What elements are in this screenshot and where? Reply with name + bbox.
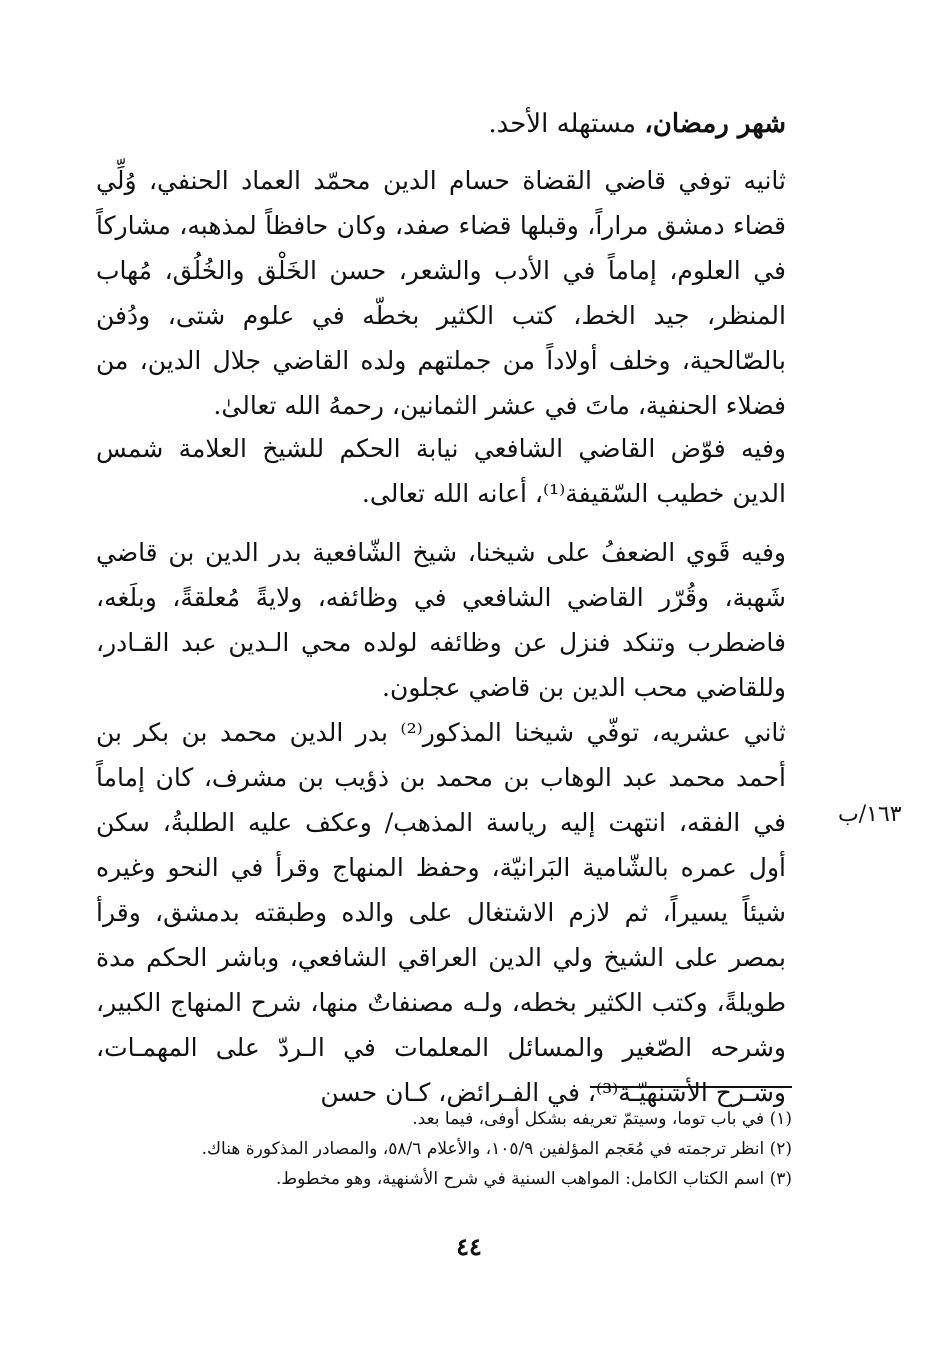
- section-heading: [96, 104, 786, 144]
- heading-month: شهر رمضان،: [644, 109, 786, 139]
- footnote-divider: [590, 1086, 792, 1088]
- footnotes: [96, 1104, 792, 1194]
- paragraph-1: ثانيه توفي قاضي القضاة حسام الدين محمّد العماد الحنفي، وُلِّي قضاء دمشق مراراً، وقبلها قضاء صفد، وكان حافظاً لمذهبه، مشاركاً في العلوم، إماماً في الأدب والشعر، حسن الخَلْق والخُلُق، مُهاب المنظر، جيد الخط، كتب الكثير بخطّه في علوم شتى، ودُفن بالصّالحية، وخلف أولاداً من جملتهم ولده القاضي جلال الدين، من فضلاء الحنفية، ماتَ في عشر الثمانين، رحمهُ الله تعالىٰ.: [96, 166, 786, 420]
- paragraph-2: وفيه فوّض القاضي الشافعي نيابة الحكم للشيخ العلامة شمس الدين خطيب السّقيفة⁽¹⁾، أعانه الله تعالى.: [96, 434, 786, 508]
- page-number: ٤٤: [456, 1232, 482, 1261]
- footnote-2: (٢) انظر ترجمته في مُعَجم المؤلفين ١٠٥/٩، والأعلام ٥٨/٦، والمصادر المذكورة هناك.: [201, 1139, 792, 1159]
- footnote-3: (٣) اسم الكتاب الكامل: المواهب السنية في شرح الأشنهية، وهو مخطوط.: [276, 1169, 792, 1189]
- footnote-1: (١) في باب توما، وسيتمّ تعريفه بشكل أوفى، فيما بعد.: [412, 1109, 792, 1129]
- heading-rest: مستهله الأحد.: [488, 109, 637, 139]
- paragraph-4: ثاني عشريه، توفّي شيخنا المذكور⁽²⁾ بدر الدين محمد بن بكر بن أحمد محمد عبد الوهاب بن محمد بن ذؤيب بن مشرف، كان إماماً في الفقه، انتهت إليه رياسة المذهب/ وعكف عليه الطلبةُ، سكن أول عمره بالشّامية البَرانيّة، وحفظ المنهاج وقرأ في النحو وغيره شيئاً يسيراً، ثم لازم الاشتغال على والده وطبقته بدمشق، وقرأ بمصر على الشيخ ولي الدين العراقي الشافعي، وباشر الحكم مدة طويلةً، وكتب الكثير بخطه، ولـه مصنفاتٌ منها، شرح المنهاج الكبير، وشرحه الصّغير والمسائل المعلمات في الـردّ على المهمـات، وشـرح الأشنهيّـة⁽³⁾، في الفـرائض، كـان حسن: [96, 718, 786, 1107]
- paragraph-3: وفيه قَوي الضعفُ على شيخنا، شيخ الشّافعية بدر الدين بن قاضي شَهبة، وقُرّر القاضي الشافعي في وظائفه، ولايةً مُعلقةً، وبلَغه، فاضطرب وتنكد فنزل عن وظائفه لولده محي الـدين عبد القـادر، وللقاضي محب الدين بن قاضي عجلون.: [96, 538, 786, 702]
- manuscript-folio-note: ١٦٣/ب: [838, 802, 902, 827]
